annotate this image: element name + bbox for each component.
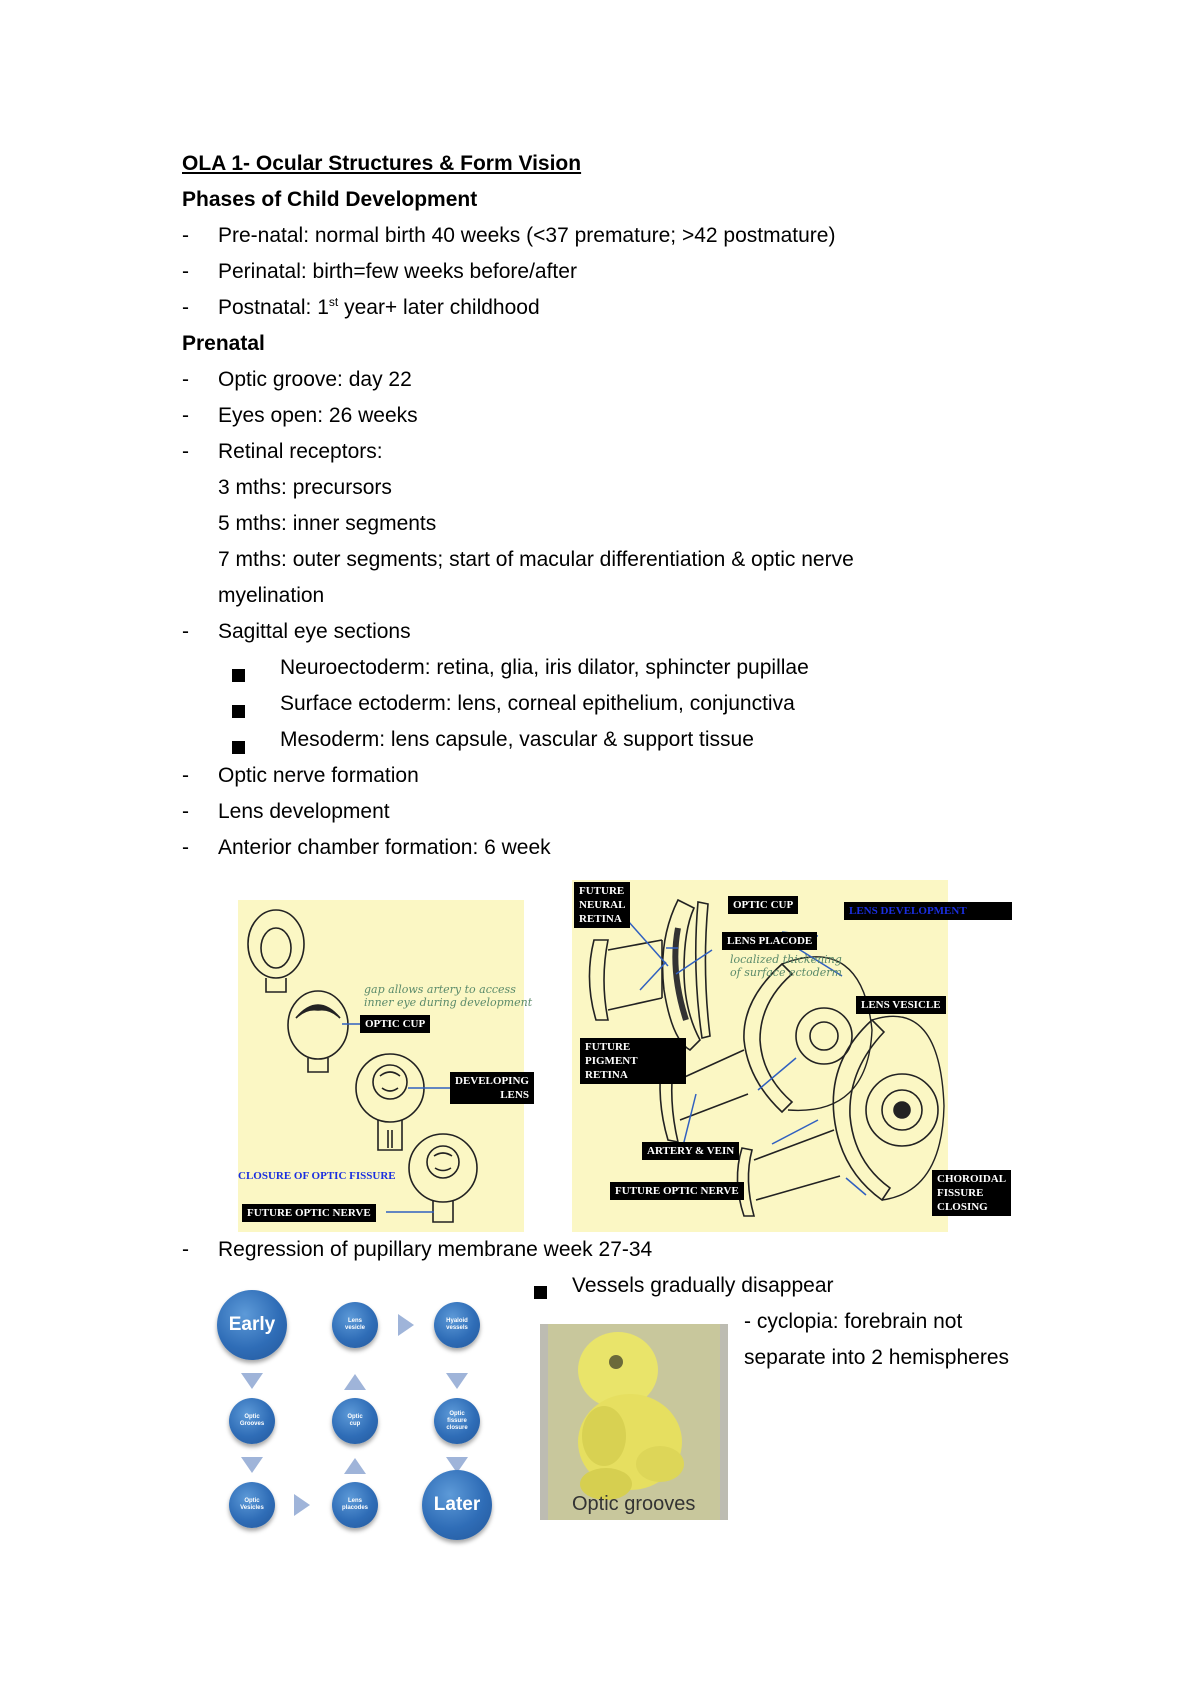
node-line: fissure [447,1417,467,1424]
prenatal-item: Lens development [218,800,390,823]
label-future-pigment-retina [580,1038,686,1084]
arrow-up-icon [344,1374,366,1390]
arrow-up-icon [344,1458,366,1474]
node-line: Optic [244,1498,260,1504]
prenatal-item: Anterior chamber formation: 6 week [218,836,551,859]
square-bullet-icon [232,741,245,754]
prenatal-item: Retinal receptors: [218,440,383,463]
vessels-item: Vessels gradually disappear [572,1274,834,1297]
regression-item: Regression of pupillary membrane week 27-34 [218,1238,653,1261]
dash-bullet: - [182,764,189,787]
fetus-illustration [540,1324,728,1520]
germ-layer-item: Mesoderm: lens capsule, vascular & support tissue [280,728,754,751]
phase-postnatal [218,294,540,322]
label-closure-optic-fissure: CLOSURE OF OPTIC FISSURE [238,1170,396,1182]
flow-node-optic-cup [332,1398,378,1444]
dash-bullet: - [182,404,189,427]
flow-node-lens-vesicle [332,1302,378,1348]
arrow-down-icon [446,1373,468,1389]
note-line: gap allows artery to access [364,983,516,996]
label-future-neural-retina [574,882,630,928]
label-line: FUTURE [585,1041,631,1053]
optic-fissure-figure [238,900,533,1232]
flow-node-early: Early [217,1290,287,1360]
photo-caption: Optic grooves [572,1493,696,1515]
germ-layer-item: Surface ectoderm: lens, corneal epithelium, conjunctiva [280,692,795,715]
lens-development-figure [572,880,1020,1232]
arrow-down-icon [241,1373,263,1389]
dash-bullet: - [182,260,189,283]
square-bullet-icon [232,669,245,682]
flow-node-optic-grooves [229,1398,275,1444]
label-line: DEVELOPING [455,1075,529,1087]
prenatal-heading: Prenatal [182,332,265,355]
sagittal-item: Sagittal eye sections [218,620,411,643]
label-lens-vesicle: LENS VESICLE [856,996,946,1014]
node-line: Optic [449,1410,465,1417]
cyclopia-photo [540,1324,728,1520]
arrow-right-icon [398,1314,414,1336]
node-line: closure [446,1424,468,1431]
dash-bullet: - [182,296,189,319]
label-future-optic-nerve: FUTURE OPTIC NERVE [242,1204,376,1222]
node-line: Optic [347,1414,363,1420]
flow-node-later: Later [422,1470,492,1540]
cyclopia-text: separate into 2 hemispheres [744,1346,1009,1369]
square-bullet-icon [534,1286,547,1299]
node-line: Optic [244,1414,260,1420]
eye-development-flow [210,1280,510,1560]
page-title: OLA 1- Ocular Structures & Form Vision [182,152,582,175]
prenatal-item: Optic nerve formation [218,764,419,787]
prenatal-item: Optic groove: day 22 [218,368,412,391]
label-optic-cup: OPTIC CUP [360,1015,430,1033]
node-line: placodes [341,1505,368,1511]
label-artery-vein: ARTERY & VEIN [642,1142,739,1160]
arrow-down-icon [241,1457,263,1473]
dash-bullet: - [182,1238,189,1261]
label-lens-development-title: LENS DEVELOPMENT [844,902,1012,920]
phases-heading: Phases of Child Development [182,188,478,211]
dash-bullet: - [182,224,189,247]
node-line: Lens [347,1318,362,1324]
receptor-line: 7 mths: outer segments; start of macular differentiation & optic nerve [218,548,854,571]
label-line: CLOSING [937,1201,988,1213]
receptor-line: 5 mths: inner segments [218,512,437,535]
receptor-line: myelination [218,584,325,607]
label-developing-lens [450,1072,534,1104]
dash-bullet: - [182,368,189,391]
label-line: FUTURE [579,885,625,897]
node-line: cup [349,1421,361,1427]
phase-perinatal: Perinatal: birth=few weeks before/after [218,260,577,283]
handwritten-note [364,983,532,1009]
label-line: LENS [500,1089,529,1101]
dash-bullet: - [182,620,189,643]
flow-node-optic-vesicles [229,1482,275,1528]
cyclopia-text: - cyclopia: forebrain not [744,1310,963,1333]
phase-prenatal: Pre-natal: normal birth 40 weeks (<37 premature; >42 postmature) [218,224,836,247]
flow-node-lens-placodes [332,1482,378,1528]
node-line: vessels [446,1325,468,1331]
note-line: inner eye during development [364,996,533,1009]
note-line: of surface ectoderm [730,966,842,979]
prenatal-item: Eyes open: 26 weeks [218,404,418,427]
label-line: PIGMENT [585,1055,638,1067]
handwritten-note [730,953,842,979]
postnatal-text: Postnatal: 1 [218,296,329,319]
label-lens-placode: LENS PLACODE [722,932,817,950]
label-line: NEURAL [579,899,626,911]
label-line: FISSURE [937,1187,984,1199]
dash-bullet: - [182,800,189,823]
node-line: Hyaloid [446,1318,468,1324]
optic-fissure-illustration [238,900,524,1232]
node-line: Vesicles [240,1505,264,1511]
node-line: Lens [347,1498,362,1504]
label-choroidal-fissure-closing [932,1170,1011,1216]
label-line: CHOROIDAL [937,1173,1007,1185]
postnatal-sup: st [328,295,339,309]
flow-node-optic-fissure-closure [434,1398,480,1444]
flow-node-hyaloid-vessels [434,1302,480,1348]
label-future-optic-nerve: FUTURE OPTIC NERVE [610,1182,744,1200]
square-bullet-icon [232,705,245,718]
postnatal-text-after: year+ later childhood [338,296,540,319]
label-line: RETINA [579,913,622,925]
arrow-right-icon [294,1494,310,1516]
dash-bullet: - [182,440,189,463]
node-line: vesicle [344,1325,366,1331]
receptor-line: 3 mths: precursors [218,476,392,499]
note-line: localized thickening [730,953,842,966]
germ-layer-item: Neuroectoderm: retina, glia, iris dilator, sphincter pupillae [280,656,809,679]
node-line: Grooves [239,1421,265,1427]
label-optic-cup: OPTIC CUP [728,896,798,914]
dash-bullet: - [182,836,189,859]
label-line: RETINA [585,1069,628,1081]
